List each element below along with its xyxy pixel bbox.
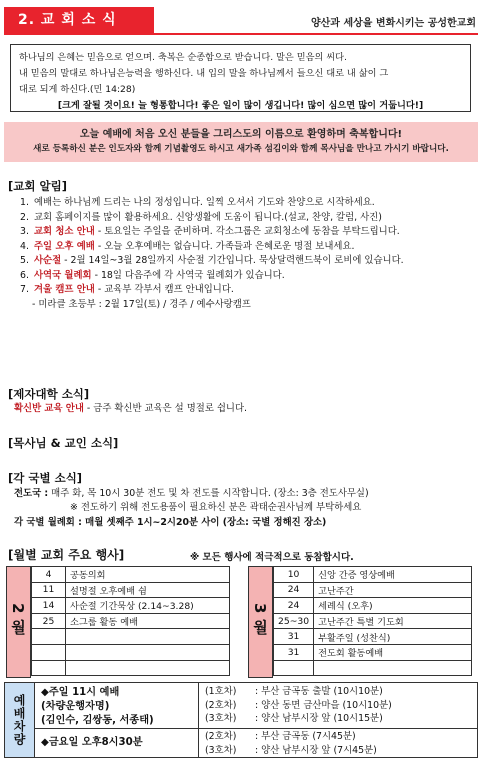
table-row: 31 전도회 활동예배 xyxy=(274,644,472,660)
divider xyxy=(198,683,199,757)
table-row xyxy=(274,660,472,676)
table-row: 4 공동의회 xyxy=(32,567,230,583)
pastor-news-title: [목사님 & 교인 소식] xyxy=(8,436,119,450)
verse-box xyxy=(10,44,471,112)
march-events-table xyxy=(273,566,472,676)
march-events xyxy=(248,566,472,678)
february-events xyxy=(6,566,230,678)
notice-item: 6. 사역국 월례회 - 18일 다음주에 각 사역국 월례회가 있습니다. xyxy=(20,269,285,281)
route-row: (2호차) : 부산 금곡동 (7시45분) xyxy=(205,731,356,742)
worship-vehicle-table xyxy=(4,682,478,758)
verse-line: 대로 되게 하신다.(민 14:28) xyxy=(19,84,136,95)
notices-title: [교회 알림] xyxy=(8,179,67,193)
verse-line: 하나님의 은혜는 믿음으로 얻으며. 축복은 순종함으로 받습니다. 말은 믿음의 씨다. xyxy=(19,52,347,63)
table-row: 14 사순절 기간묵상 (2.14~3.28) xyxy=(32,598,230,614)
evangelism-notice: 전도국 : 매주 화, 목 10시 30분 전도 및 차 전도를 시작합니다. (장소: 3층 전도사무실) xyxy=(14,488,369,499)
notice-item: 4. 주일 오후 예배 - 오늘 오후예배는 없습니다. 가족들과 은혜로운 명절 보내세요. xyxy=(20,240,355,252)
table-row: 25~30 고난주간 특별 기도회 xyxy=(274,613,472,629)
friday-service-info: ◆금요일 오후8시30분 xyxy=(41,737,143,748)
friday-routes xyxy=(205,730,377,757)
seminary-notice: 확신반 교육 안내 - 금주 확신반 교육은 설 명절로 쉽니다. xyxy=(14,403,248,414)
notice-item: 3. 교회 청소 안내 - 토요일는 주일을 준비하며. 각소그룹은 교회청소에 동참을 부탁드립니다. xyxy=(20,226,400,237)
month-label: 2월 xyxy=(6,566,31,678)
verse-cheer: [크게 잘될 것이요! 늘 형통합니다! 좋은 일이 많이 생깁니다! 많이 심으면 많이 거둡니다!] xyxy=(57,100,424,111)
welcome-banner xyxy=(4,122,478,162)
notice-item: 2. 교회 홈페이지를 많이 활용하세요. 신앙생활에 도움이 됩니다.(설교, 찬양, 칼럼, 사진) xyxy=(20,211,382,223)
notice-item: 7. 겨울 캠프 안내 - 교육부 각부서 캠프 안내입니다. xyxy=(20,284,234,295)
verse-line: 내 믿음의 말대로 하나님은능력을 행하신다. 내 입의 말을 하나님께서 들으신 대로 내 삶이 그 xyxy=(19,68,389,79)
notice-subitem: - 미라클 초등부 : 2월 17일(토) / 경주 / 예수사랑캠프 xyxy=(32,298,251,310)
department-news-title: [각 국별 소식] xyxy=(8,471,83,485)
table-row: 24 세례식 (오후) xyxy=(274,598,472,614)
section-header xyxy=(4,3,478,35)
route-row: (3호차) : 양산 남부시장 앞 (7시45분) xyxy=(205,744,377,756)
notice-item: 1. 예배는 하나님께 드리는 나의 정성입니다. 일찍 오셔서 기도와 찬양으로 시작하세요. xyxy=(20,197,375,208)
table-row xyxy=(32,629,230,645)
sunday-routes xyxy=(205,685,392,726)
route-row: (2호차) : 양산 동면 금산마을 (10시10분) xyxy=(205,699,392,711)
sunday-service-info: ◆주일 11시 예배 (차량운행자명) (김인수, 김쌍동, 서종태) xyxy=(41,687,154,726)
table-row: 10 신앙 간증 영상예배 xyxy=(274,567,472,583)
table-row: 11 설명절 오후예배 쉼 xyxy=(32,582,230,598)
month-label: 3월 xyxy=(248,566,273,678)
table-row: 24 고난주간 xyxy=(274,582,472,598)
february-events-table xyxy=(31,566,230,676)
evangelism-note: ※ 전도하기 위해 전도용품이 필요하신 분은 곽태순권사님께 부탁하세요 xyxy=(70,502,362,513)
notice-item: 5. 사순절 - 2월 14일~3월 28일까지 사순절 기간입니다. 묵상달력핸드북이 로비에 있습니다. xyxy=(20,255,404,266)
seminary-title: [제자대학 소식] xyxy=(8,387,90,401)
divider xyxy=(35,728,477,729)
table-row xyxy=(32,660,230,676)
table-row: 31 부활주일 (성찬식) xyxy=(274,629,472,645)
events-title: [월별 교회 주요 행사] xyxy=(8,548,125,562)
notices-list xyxy=(20,196,470,312)
section-title: 2. 교 회 소 식 xyxy=(4,7,154,33)
monthly-meeting-notice: 각 국별 월례회 : 매월 셋째주 1시~2시20분 사이 (장소: 국별 정해진 장소) xyxy=(14,517,327,528)
church-slogan: 양산과 세상을 변화시키는 공성한교회 xyxy=(310,18,476,29)
vehicle-label: 예배차량 xyxy=(5,683,35,757)
route-row: (3호차) : 양산 남부시장 앞 (10시15분) xyxy=(205,713,383,724)
route-row: (1호차) : 부산 금곡동 출발 (10시10분) xyxy=(205,686,383,697)
welcome-line: 오늘 예배에 처음 오신 분들을 그리스도의 이름으로 환영하며 축복합니다! xyxy=(79,129,403,140)
events-note: ※ 모든 행사에 적극적으로 동참합시다. xyxy=(190,552,354,563)
table-row xyxy=(32,644,230,660)
table-row: 25 소그룹 활동 예배 xyxy=(32,613,230,629)
welcome-line: 새로 등록하신 분은 인도자와 함께 기념촬영도 하시고 새가족 섬김이와 함께 목사님을 만나고 가시기 바랍니다. xyxy=(33,144,449,154)
